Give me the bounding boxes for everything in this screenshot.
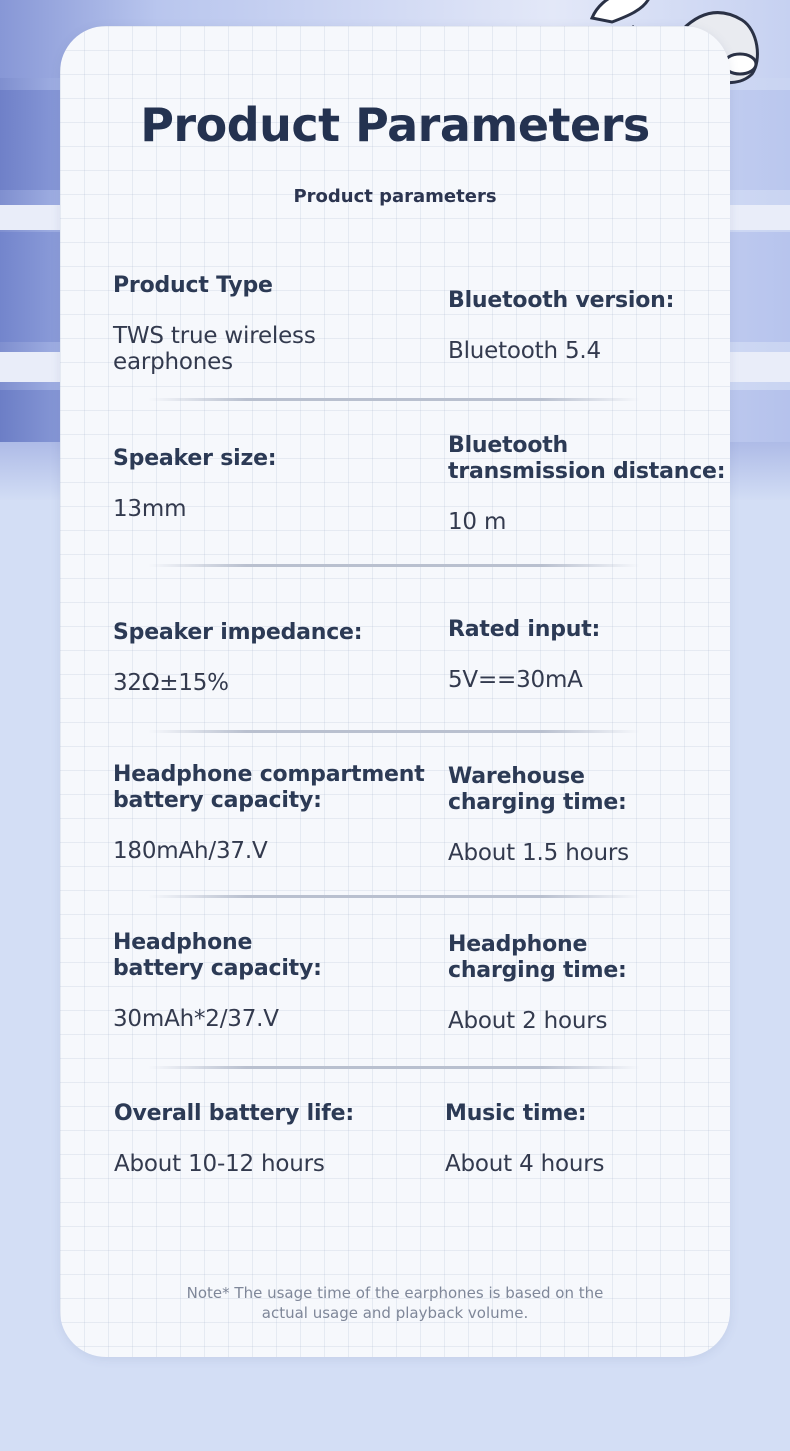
- param-compartment-battery: [113, 762, 443, 864]
- param-value: Bluetooth 5.4: [448, 338, 601, 364]
- param-label: Speaker size:: [113, 446, 277, 471]
- param-headphone-charging: [448, 932, 730, 1034]
- param-label: Music time:: [445, 1101, 587, 1126]
- param-label: Headphone charging time:: [448, 932, 627, 983]
- param-label: Bluetooth version:: [448, 288, 675, 313]
- param-value: 32Ω±15%: [113, 670, 229, 696]
- divider: [148, 730, 640, 733]
- param-label: Overall battery life:: [114, 1101, 354, 1126]
- divider: [148, 398, 640, 401]
- param-value: About 10-12 hours: [114, 1151, 325, 1177]
- param-bluetooth-version: [448, 288, 730, 364]
- param-speaker-size: [113, 446, 413, 522]
- param-transmission-distance: [448, 433, 730, 535]
- param-music-time: [445, 1101, 730, 1177]
- param-value: About 1.5 hours: [448, 840, 629, 866]
- param-label: Product Type: [113, 273, 273, 298]
- param-overall-battery-life: [114, 1101, 414, 1177]
- param-value: 10 m: [448, 509, 507, 535]
- parameters-card: [60, 26, 730, 1357]
- param-rated-input: [448, 617, 730, 693]
- param-product-type: [113, 273, 413, 375]
- page-subtitle: Product parameters: [293, 186, 497, 207]
- param-label: Headphone battery capacity:: [113, 930, 322, 981]
- page-title: Product Parameters: [140, 98, 650, 152]
- param-value: About 4 hours: [445, 1151, 605, 1177]
- param-label: Speaker impedance:: [113, 620, 363, 645]
- param-label: Rated input:: [448, 617, 601, 642]
- param-headphone-battery: [113, 930, 413, 1032]
- divider: [148, 895, 640, 898]
- param-speaker-impedance: [113, 620, 413, 696]
- divider: [148, 564, 640, 567]
- param-value: About 2 hours: [448, 1008, 608, 1034]
- param-value: TWS true wireless earphones: [113, 323, 316, 375]
- usage-note: Note* The usage time of the earphones is based on the actual usage and playback volume.: [186, 1284, 604, 1322]
- param-label: Bluetooth transmission distance:: [448, 433, 726, 484]
- param-value: 13mm: [113, 496, 187, 522]
- param-label: Headphone compartment battery capacity:: [113, 762, 425, 813]
- divider: [148, 1066, 640, 1069]
- param-warehouse-charging: [448, 764, 730, 866]
- param-value: 180mAh/37.V: [113, 838, 268, 864]
- param-value: 30mAh*2/37.V: [113, 1006, 279, 1032]
- param-label: Warehouse charging time:: [448, 764, 627, 815]
- param-value: 5V==30mA: [448, 667, 583, 693]
